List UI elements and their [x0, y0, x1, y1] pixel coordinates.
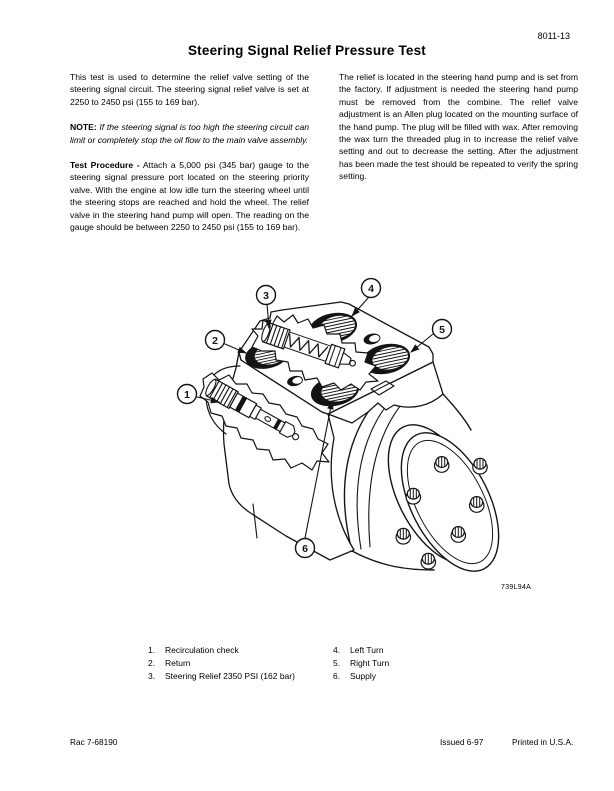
printed-in: Printed in U.S.A. — [512, 737, 574, 747]
legend-item-number: 6. — [333, 671, 341, 682]
svg-text:2: 2 — [212, 335, 218, 347]
note-paragraph — [70, 121, 309, 146]
issued-date: Issued 6-97 — [440, 737, 484, 747]
procedure-label: Test Procedure - — [70, 160, 140, 171]
legend-column-right — [333, 644, 389, 684]
legend-item-number: 3. — [148, 671, 156, 682]
callout-1 — [178, 385, 197, 404]
svg-text:5: 5 — [439, 324, 445, 336]
legend-item-label: Right Turn — [350, 658, 390, 669]
relief-paragraph: The relief is located in the steering hand pump and is set from the factory. If adjustment is needed the steering hand pump must be removed from the combine. The relief valve adjustment is an Allen plug located on the mounting surface of the hand pump. The plug will be filled with wax. After removing the wax turn the threaded plug in to increase the relief valve setting and out to decrease the setting. After the adjustment has been made the test should be repeated to verify the spring setting. — [339, 72, 578, 182]
callout-2 — [206, 331, 225, 350]
legend-column-left — [148, 644, 295, 684]
note-label: NOTE: — [70, 122, 97, 133]
callout-5 — [433, 320, 452, 339]
procedure-text: Attach a 5,000 psi (345 bar) gauge to the steering signal pressure port located on the steering priority valve. With the engine at low idle turn the steering wheel until the steering stops are reached and hold the wheel. The relief valve in the steering hand pump will open. The reading on the gauge should be between 2250 to 2450 psi (155 to 169 bar). — [70, 160, 309, 233]
callout-3 — [257, 286, 276, 305]
legend-item — [148, 644, 295, 657]
intro-paragraph: This test is used to determine the relief valve setting of the steering signal circuit. The steering signal relief valve is set at 2250 to 2450 psi (155 to 169 bar). — [70, 72, 309, 107]
legend-item — [333, 657, 389, 670]
legend-item-label: Supply — [350, 671, 376, 682]
callout-6 — [296, 539, 315, 558]
legend-item-number: 2. — [148, 658, 156, 669]
svg-text:1: 1 — [184, 389, 190, 401]
legend-item-label: Return — [165, 658, 191, 669]
legend-item — [148, 657, 295, 670]
legend-item — [333, 644, 389, 657]
steering-hand-pump-diagram — [158, 278, 558, 590]
note-text: If the steering signal is too high the steering circuit can limit or completely stop the oil flow to the main valve assembly. — [70, 122, 310, 145]
legend-item-label: Recirculation check — [165, 645, 239, 655]
body-columns — [70, 71, 578, 246]
document-number: Rac 7-68190 — [70, 737, 118, 747]
legend-item-number: 5. — [333, 658, 341, 669]
svg-text:6: 6 — [302, 543, 308, 555]
left-column — [70, 71, 309, 246]
legend-item — [148, 670, 295, 683]
page-number: 8011-13 — [537, 31, 570, 41]
legend-item — [333, 670, 389, 683]
svg-text:3: 3 — [263, 290, 269, 302]
svg-text:4: 4 — [368, 283, 374, 295]
page-title: Steering Signal Relief Pressure Test — [187, 43, 427, 58]
legend-item-label: Steering Relief 2350 PSI (162 bar) — [165, 671, 295, 682]
legend-item-number: 4. — [333, 645, 341, 655]
legend-item-number: 1. — [148, 645, 156, 655]
figure-code: 739L94A — [501, 584, 532, 591]
legend-item-label: Left Turn — [350, 645, 384, 655]
callout-4 — [362, 279, 381, 298]
procedure-paragraph — [70, 159, 309, 233]
right-column — [339, 71, 578, 246]
